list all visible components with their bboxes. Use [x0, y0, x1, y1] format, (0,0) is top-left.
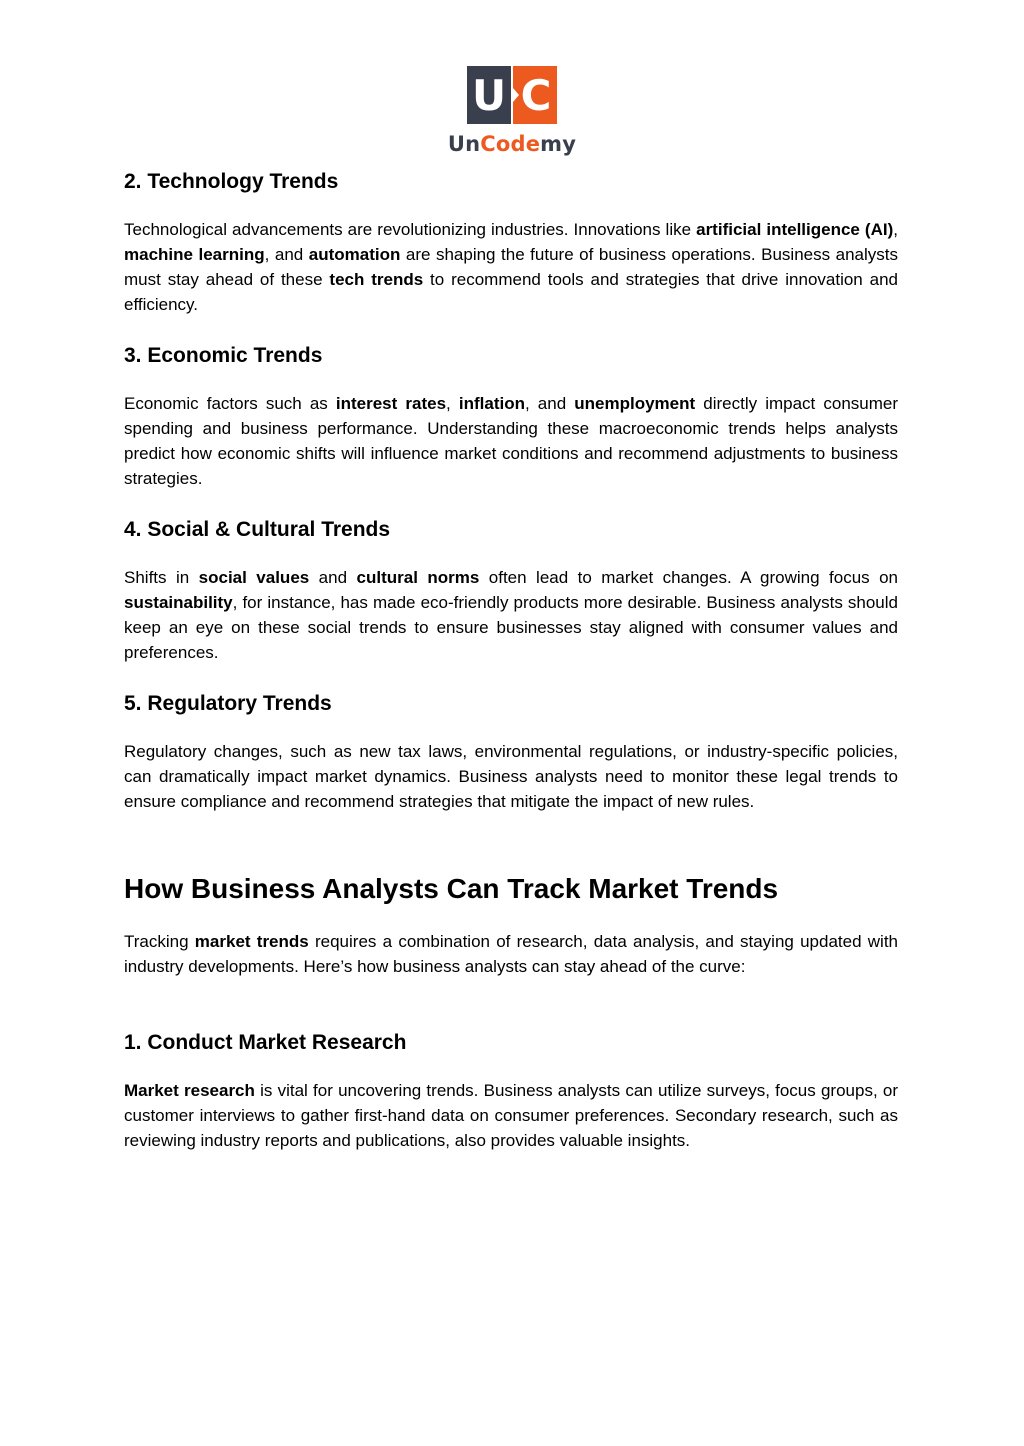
- logo-mark-left-letter: U: [471, 71, 507, 120]
- paragraph-conduct-market-research: Market research is vital for uncovering trends. Business analysts can utilize surveys, focus groups, or customer interviews to gather first-hand data on consumer preferences. Secondary research, such as reviewing industry reports and publications, also provides valuable insights.: [124, 1081, 898, 1150]
- wordmark-my: my: [540, 132, 577, 156]
- paragraph-economic-trends: Economic factors such as interest rates, inflation, and unemployment directly impact consumer spending and business performance. Understanding these macroeconomic trends helps analysts predict how economic shifts will influence market conditions and recommend adjustments to business strategies.: [124, 394, 899, 488]
- heading-technology-trends: 2. Technology Trends: [124, 170, 339, 193]
- wordmark-code: Code: [480, 132, 541, 156]
- heading-social-cultural-trends: 4. Social & Cultural Trends: [124, 518, 391, 541]
- wordmark-un: Un: [447, 132, 481, 156]
- heading-conduct-market-research: 1. Conduct Market Research: [124, 1031, 407, 1054]
- heading-economic-trends: 3. Economic Trends: [124, 344, 323, 367]
- paragraph-technology-trends: Technological advancements are revolutionizing industries. Innovations like artificial intelligence (AI), machine learning, and automation are shaping the future of business operations. Business analysts must stay ahead of these tech trends to recommend tools and strategies that drive innovation and efficiency.: [124, 220, 898, 314]
- heading-track-market-trends: How Business Analysts Can Track Market Trends: [124, 873, 779, 904]
- uncodemy-wordmark: [440, 131, 584, 157]
- uncodemy-logo-mark: [467, 66, 557, 124]
- paragraph-social-cultural-trends: Shifts in social values and cultural norms often lead to market changes. A growing focus on sustainability, for instance, has made eco-friendly products more desirable. Business analysts should keep an eye on these social trends to ensure businesses stay aligned with consumer values and preferences.: [124, 568, 899, 662]
- paragraph-regulatory-trends: Regulatory changes, such as new tax laws, environmental regulations, or industry-specific policies, can dramatically impact market dynamics. Business analysts need to monitor these legal trends to ensure compliance and recommend strategies that mitigate the impact of new rules.: [124, 742, 898, 811]
- paragraph-track-market-trends: Tracking market trends requires a combination of research, data analysis, and staying updated with industry developments. Here’s how business analysts can stay ahead of the curve:: [124, 932, 899, 976]
- heading-regulatory-trends: 5. Regulatory Trends: [124, 692, 332, 715]
- logo-mark-right-letter: C: [520, 71, 552, 120]
- uncodemy-logo: [440, 66, 584, 158]
